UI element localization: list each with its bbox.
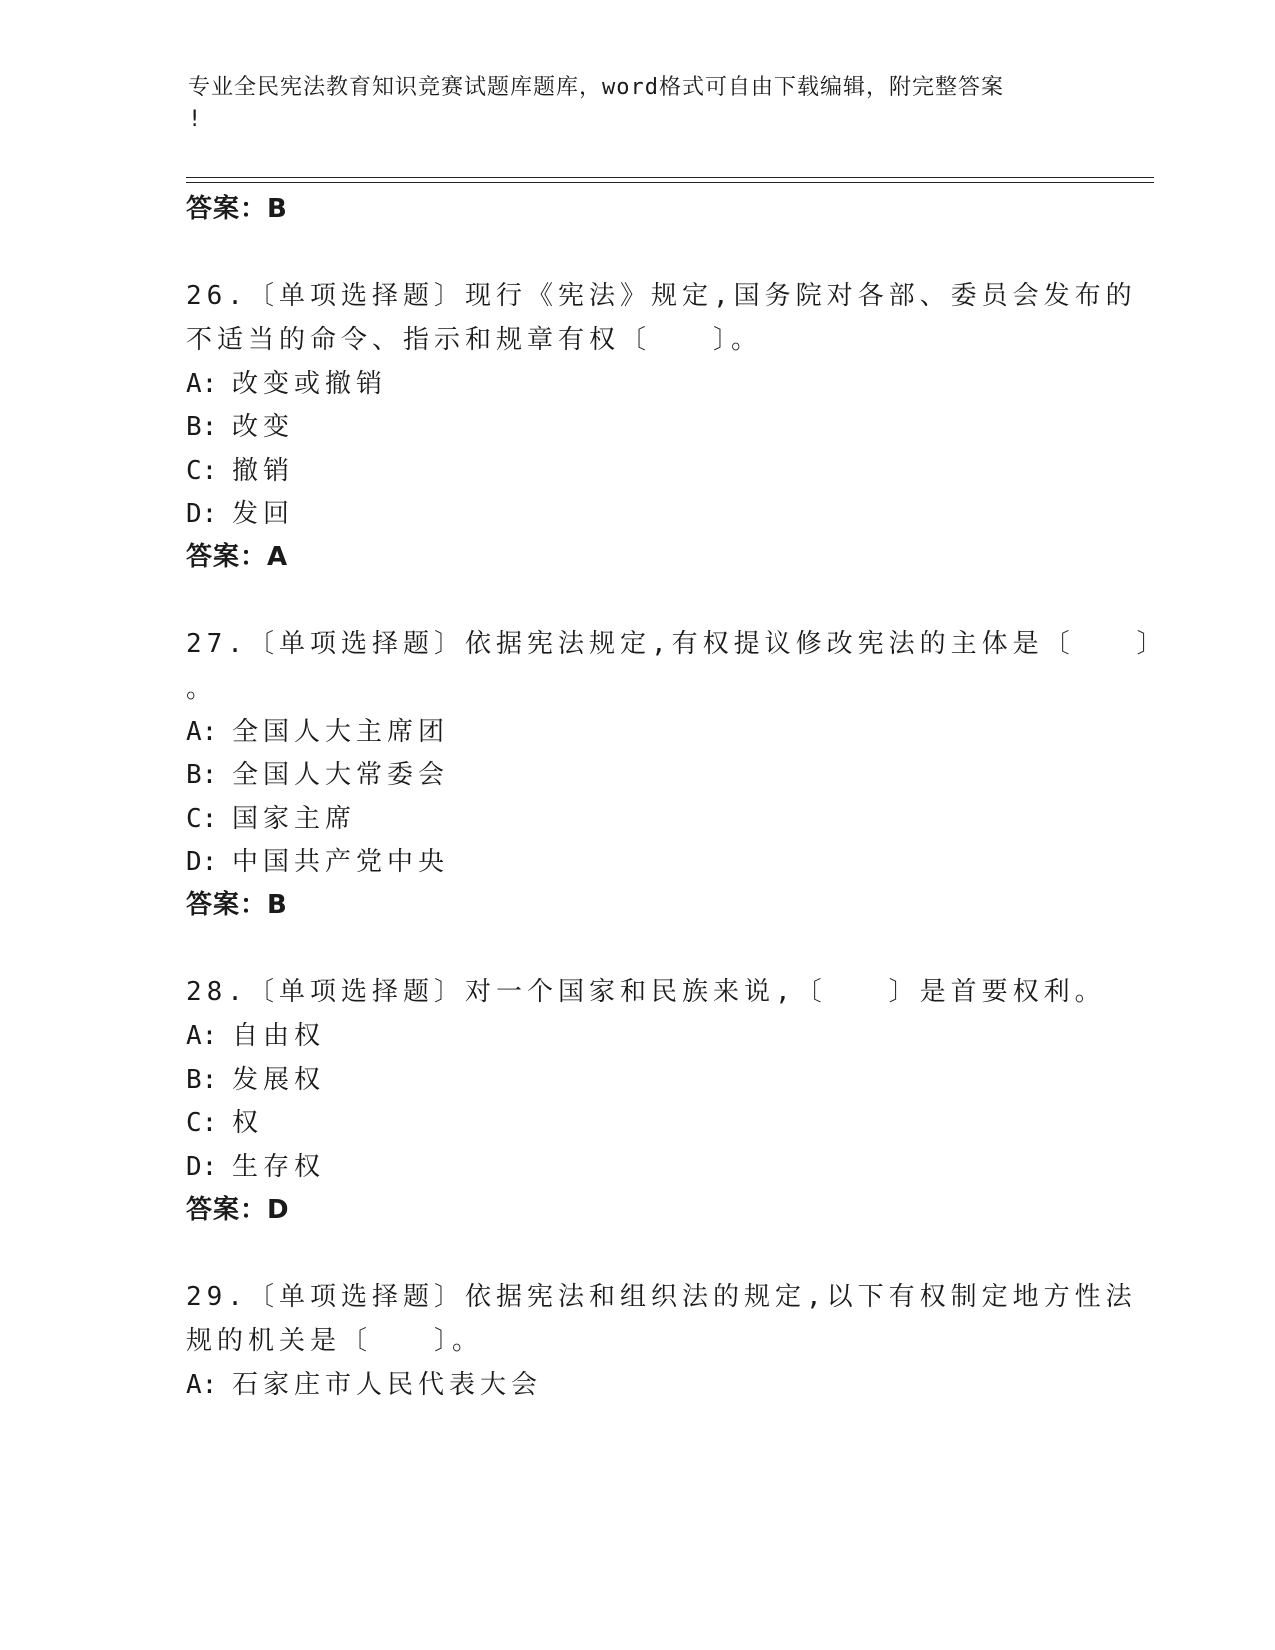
question-28-option-a: A: 自由权	[186, 1021, 326, 1051]
question-29-option-a: A: 石家庄市人民代表大会	[186, 1370, 543, 1400]
question-26-line-1: 26.〔单项选择题〕现行《宪法》规定,国务院对各部、委员会发布的	[186, 281, 1137, 311]
page-header	[188, 72, 1068, 136]
question-26-option-b: B: 改变	[186, 412, 295, 442]
question-26-option-c: C: 撤销	[186, 456, 295, 486]
question-26-option-a: A: 改变或撤销	[186, 369, 388, 399]
header-divider-bottom	[186, 182, 1154, 183]
question-27-line-1: 27.〔单项选择题〕依据宪法规定,有权提议修改宪法的主体是〔 〕	[186, 629, 1168, 659]
question-26-answer: 答案：A	[186, 542, 289, 572]
question-26-line-2: 不适当的命令、指示和规章有权〔 〕。	[186, 325, 763, 355]
question-29-line-1: 29.〔单项选择题〕依据宪法和组织法的规定,以下有权制定地方性法	[186, 1282, 1137, 1312]
question-27-answer: 答案：B	[186, 890, 288, 920]
question-27-option-d: D: 中国共产党中央	[186, 847, 450, 877]
question-26-option-d: D: 发回	[186, 499, 295, 529]
header-line-1: 专业全民宪法教育知识竞赛试题库题库，word格式可自由下载编辑，附完整答案	[188, 75, 1004, 100]
question-27-option-b: B: 全国人大常委会	[186, 760, 450, 790]
header-line-2: !	[188, 107, 203, 132]
question-28-answer: 答案：D	[186, 1195, 290, 1225]
question-27-option-a: A: 全国人大主席团	[186, 717, 450, 747]
header-divider-top	[186, 177, 1154, 178]
question-28-line-1: 28.〔单项选择题〕对一个国家和民族来说,〔 〕是首要权利。	[186, 977, 1106, 1007]
question-27-line-2: 。	[186, 674, 218, 704]
question-29-line-2: 规的机关是〔 〕。	[186, 1326, 484, 1356]
question-27-option-c: C: 国家主席	[186, 804, 357, 834]
question-28-option-b: B: 发展权	[186, 1065, 326, 1095]
previous-answer: 答案：B	[186, 194, 288, 224]
question-28-option-c: C: 权	[186, 1108, 264, 1138]
question-28-option-d: D: 生存权	[186, 1152, 326, 1182]
